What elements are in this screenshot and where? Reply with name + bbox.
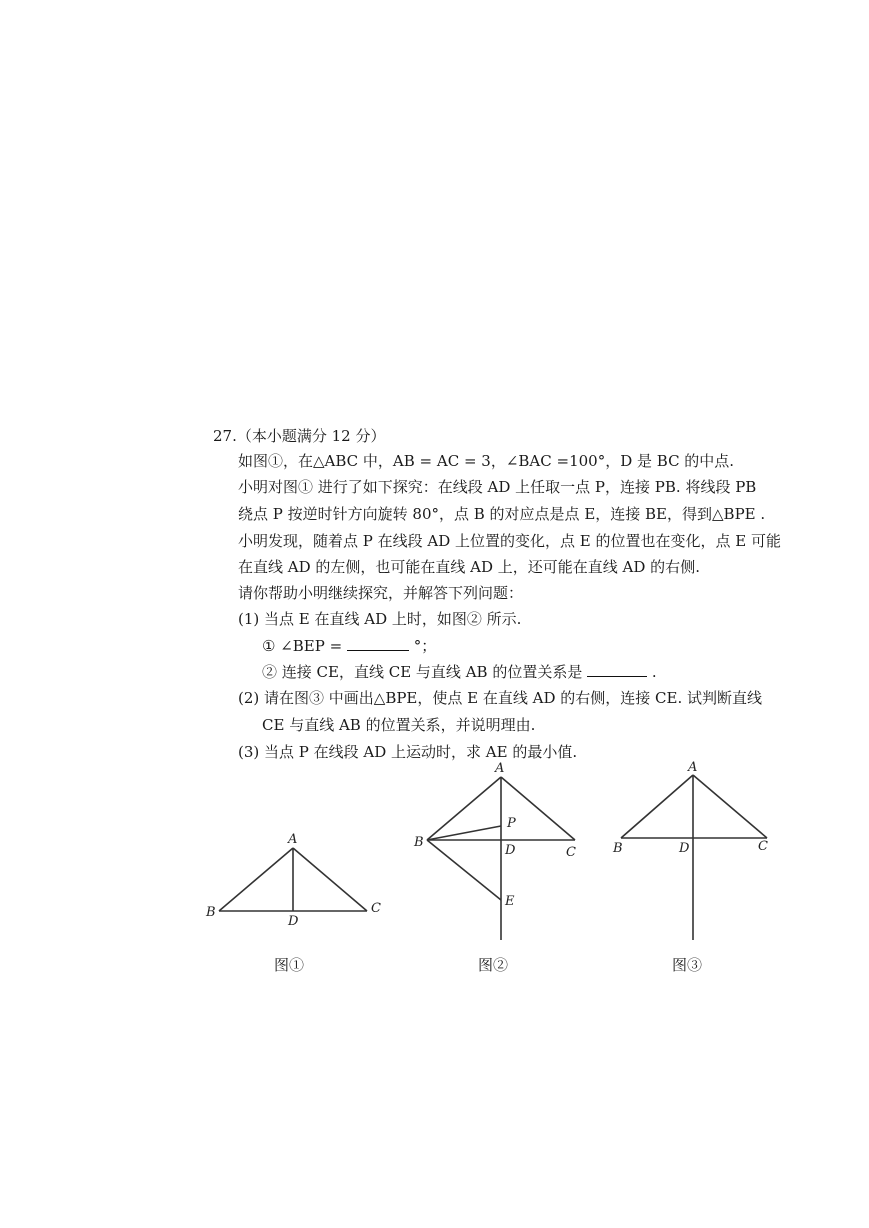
problem-header: 27.（本小题满分 12 分）	[213, 427, 386, 445]
text-line: 小明对图① 进行了如下探究：在线段 AD 上任取一点 P，连接 PB. 将线段 PB	[238, 478, 757, 496]
label-d: D	[679, 841, 690, 856]
question-2-line-1: (2) 请在图③ 中画出△BPE，使点 E 在直线 AD 的右侧，连接 CE. 试判断直线	[238, 689, 762, 707]
question-1: (1) 当点 E 在直线 AD 上时，如图② 所示.	[238, 610, 522, 628]
question-1a-unit: °；	[413, 637, 437, 655]
label-d: D	[505, 843, 516, 858]
segment-ac	[693, 775, 767, 838]
text-line: 请你帮助小明继续探究，并解答下列问题：	[238, 584, 524, 602]
segment-ab	[621, 775, 693, 838]
label-a: A	[288, 832, 298, 847]
question-1b-text: ② 连接 CE，直线 CE 与直线 AB 的位置关系是	[262, 663, 583, 681]
label-b: B	[414, 835, 424, 850]
label-a: A	[495, 761, 505, 776]
label-c: C	[566, 845, 576, 860]
question-1a-text: ① ∠BEP =	[262, 637, 343, 655]
label-e: E	[505, 894, 515, 909]
text-line: 在直线 AD 的左侧，也可能在直线 AD 上，还可能在直线 AD 的右侧.	[238, 558, 700, 576]
label-p: P	[507, 816, 516, 831]
label-b: B	[206, 905, 216, 920]
caption-figure-2: 图②	[478, 956, 509, 974]
problem-intro: 如图①，在△ABC 中，AB = AC = 3，∠BAC =100°，D 是 BC 的中点.	[238, 452, 735, 470]
text-line: 小明发现，随着点 P 在线段 AD 上位置的变化，点 E 的位置也在变化，点 E 可能	[238, 532, 781, 550]
caption-figure-1: 图①	[274, 956, 305, 974]
label-c: C	[371, 901, 381, 916]
label-b: B	[613, 841, 623, 856]
label-d: D	[288, 914, 299, 929]
text-line: 绕点 P 按逆时针方向旋转 80°，点 B 的对应点是点 E，连接 BE，得到△BPE .	[238, 505, 766, 523]
caption-figure-3: 图③	[672, 956, 703, 974]
question-3: (3) 当点 P 在线段 AD 上运动时，求 AE 的最小值.	[238, 743, 578, 761]
label-c: C	[758, 839, 768, 854]
question-1b-end: .	[651, 663, 657, 681]
label-a: A	[688, 760, 698, 775]
question-2-line-2: CE 与直线 AB 的位置关系，并说明理由.	[262, 716, 536, 734]
